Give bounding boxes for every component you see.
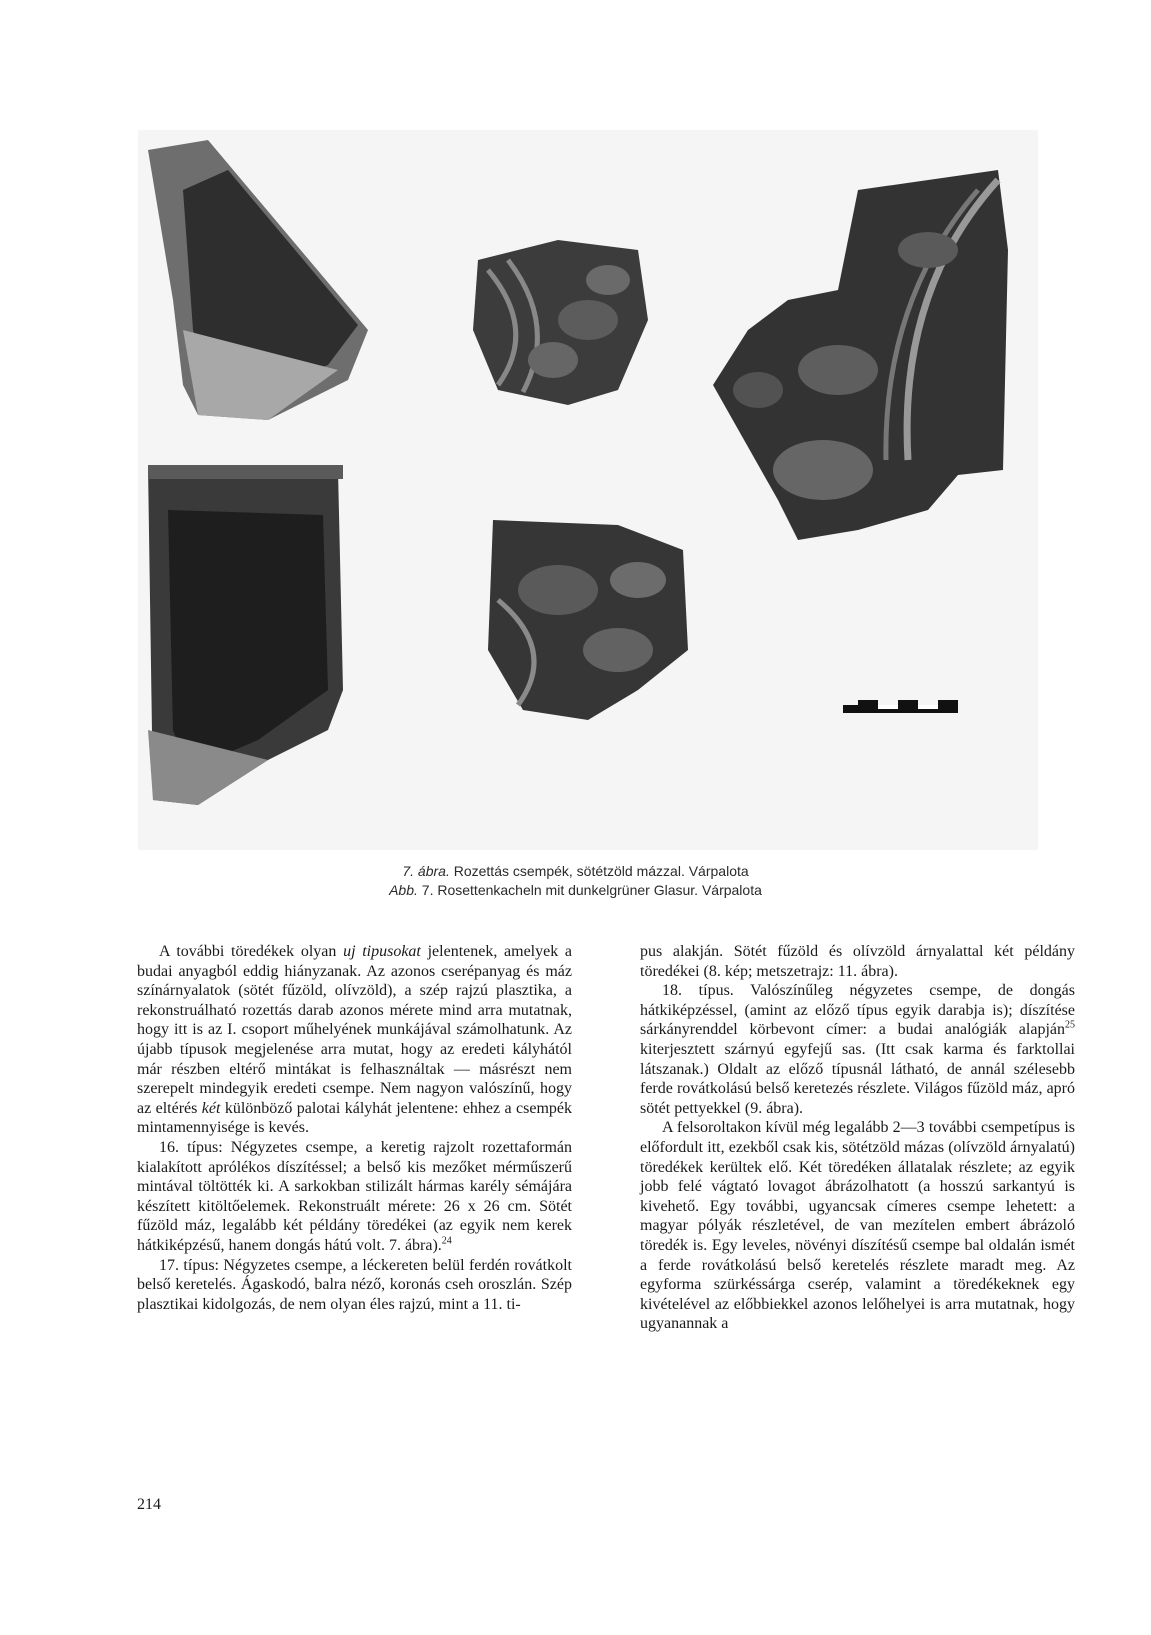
scale-bar [843,700,958,713]
left-column [137,942,572,1314]
right-paragraph-3: A felsoroltakon kívül még legalább 2—3 további csempetípus is előfordult itt, ezekből csak kis, sötétzöld mázas (olívzöld árnyalatú) töredékek kerültek elő. Két töredéken állatalak részlete; az egyik jobb felé vágtató lovagot ábrázolhatott (a hosszú sarkantyú is kivehető. Egy további, ugyancsak címeres csempe lehetett: a magyar pólyák részletével, de van mezítelen embert ábrázoló töredék is. Egy leveles, növényi díszítésű csempe bal oldalán ismét a ferde rovátkolású belső keretelés részlete maradt meg. Az egyforma szürkéssárga cserép, valamint a töredékeknek egy kivételével az előbbiekkel azonos lelőhelyei is arra mutatnak, hogy ugyanannak a [640,1119,1075,1333]
text-run: 18. típus. Valószínűleg négyzetes csempe, de dongás hátkiképzéssel, (amint az előző típus egyik darabja is); díszítése sárkányrenddel körbevont címer: a budai analógiák alapján [640,982,1075,1039]
caption-de-text: 7. Rosettenkacheln mit dunkelgrüner Glasur. Várpalota [421,882,762,898]
left-paragraph-1 [137,942,572,1138]
figure-caption [0,862,1151,900]
fragment-top-center [473,240,648,405]
caption-hu-text: Rozettás csempék, sötétzöld mázzal. Várpalota [453,863,749,879]
text-run: A további töredékek olyan [159,943,337,960]
caption-de-abbr: Abb. [389,882,418,898]
right-paragraph-2 [640,981,1075,1118]
text-run: különböző palotai kályhát jelentene: ehhez a csempék mintamennyisége is kevés. [137,1099,573,1137]
emphasis: uj tipusokat [343,943,421,960]
footnote-ref: 25 [1065,1020,1075,1032]
caption-hungarian [0,862,1151,881]
caption-german [0,881,1151,900]
caption-hu-abbr: ábra. [417,863,450,879]
left-paragraph-3: 17. típus: Négyzetes csempe, a léckereten belül ferdén rovátkolt belső keretelés. Ágaskodó, balra néző, koronás cseh oroszlán. Szép plasztikai kidolgozás, de nem olyan éles rajzú, mint a 11. ti- [137,1256,572,1313]
caption-hu-number: 7. [402,863,415,879]
tile-fragments-image [138,130,1038,850]
right-paragraph-1: pus alakján. Sötét fűzöld és olívzöld árnyalattal két példány töredékei (8. kép; metszetrajz: 11. ábra). [640,943,1075,980]
figure-photograph [138,130,1038,850]
emphasis: két [201,1099,221,1117]
text-run: kiterjesztett szárnyú egyfejű sas. (Itt csak karma és farktollai látszanak.) Oldalt az előző típusnál látható, de annál szélesebb ferde rovátkolású belső keretezés részlete. Világos fűzöld máz, apró sötét pettyekkel (9. ábra). [640,1040,1075,1117]
left-paragraph-2 [137,1138,572,1256]
right-column [640,942,1075,1334]
text-run: jelentenek, amelyek a budai anyagból eddig hiányzanak. Az azonos cserépanyag és máz színárnyalatok (sötét fűzöld, olívzöld), a szép rajzú plasztika, a rekonstruálható rozettás darab azonos mérete mind arra mutatnak, hogy itt is az I. csoport műhelyének munkájával számolhatunk. Az újabb típusok megjelenése arra mutat, hogy az eredeti kályhától már részben eltérő mintákat is felhasználtak — másrészt nem szerepelt mindegyik eredeti csempe. Nem nagyon valószínű, hogy az eltérés [137,943,573,1117]
text-run: 16. típus: Négyzetes csempe, a keretig rajzolt rozettaformán kialakított aprólékos díszítéssel; a belső kis mezőket mérműszerű mintával töltötték ki. A sarkokban stilizált hármas karély sémájára készített kitöltőelemek. Rekonstruált mérete: 26 x 26 cm. Sötét fűzöld máz, legalább két példány töredékei (az egyik nem kerek hátkiképzésű, hanem dongás hátú volt. 7. ábra). [137,1138,572,1254]
footnote-ref: 24 [441,1235,452,1247]
page-number: 214 [137,1496,161,1513]
